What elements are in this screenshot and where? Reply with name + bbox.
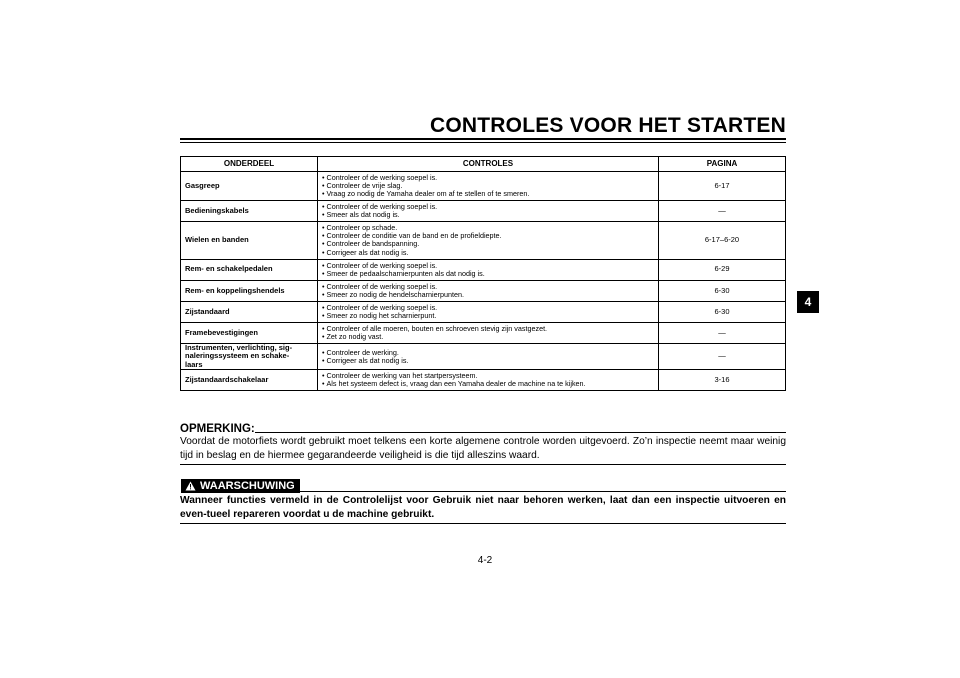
table-row	[181, 322, 786, 343]
check-item: • Zet zo nodig vast.	[322, 333, 654, 341]
check-item: • Controleer de werking van het startpersysteem.	[322, 372, 654, 380]
checks-cell	[318, 259, 659, 280]
checklist-table	[180, 156, 786, 391]
page-cell: 6-17	[659, 172, 786, 201]
page-cell: 6-29	[659, 259, 786, 280]
checks-cell	[318, 301, 659, 322]
table-row	[181, 370, 786, 391]
note-heading-rule	[255, 432, 786, 433]
check-item: • Corrigeer als dat nodig is.	[322, 249, 654, 257]
check-item: • Smeer de pedaalscharnierpunten als dat nodig is.	[322, 270, 654, 278]
page-cell: 6-30	[659, 280, 786, 301]
warning-text: Wanneer functies vermeld in de Controlelijst voor Gebruik niet naar behoren werken, laat dan een inspectie uitvoeren en even-tueel repareren voordat u de machine gebruikt.	[180, 495, 786, 520]
check-item: • Controleer de vrije slag.	[322, 182, 654, 190]
part-cell: Rem- en koppelingshendels	[181, 280, 318, 301]
table-row	[181, 222, 786, 259]
column-header-page: PAGINA	[659, 157, 786, 172]
check-item: • Controleer de werking.	[322, 349, 654, 357]
part-cell: Instrumenten, verlichting, sig- naleringssysteem en schake- laars	[181, 344, 318, 370]
table-row	[181, 201, 786, 222]
check-item: • Controleer de conditie van de band en de profieldiepte.	[322, 232, 654, 240]
note-bottom-rule	[180, 464, 786, 465]
column-header-checks: CONTROLES	[318, 157, 659, 172]
part-cell: Rem- en schakelpedalen	[181, 259, 318, 280]
note-text: Voordat de motorfiets wordt gebruikt moet telkens een korte algemene controle worden uitgevoerd. Zo’n inspectie neemt maar weinig tijd in beslag en de hiermee gegarandeerde veiligheid is die tijd alleszins waard.	[180, 436, 786, 461]
table-row	[181, 259, 786, 280]
table-row	[181, 172, 786, 201]
check-item: • Controleer of de werking soepel is.	[322, 283, 654, 291]
table-row	[181, 301, 786, 322]
check-item: • Controleer of de werking soepel is.	[322, 304, 654, 312]
note-heading: OPMERKING:	[180, 423, 255, 435]
check-item: • Controleer op schade.	[322, 224, 654, 232]
page-cell: —	[659, 344, 786, 370]
check-item: • Smeer zo nodig de hendelscharnierpunten.	[322, 291, 654, 299]
chapter-tab: 4	[797, 291, 819, 313]
checks-cell	[318, 280, 659, 301]
part-cell: Wielen en banden	[181, 222, 318, 259]
column-header-part: ONDERDEEL	[181, 157, 318, 172]
page-cell: 6-17–6-20	[659, 222, 786, 259]
page-number: 4-2	[477, 555, 493, 566]
check-item: • Controleer of de werking soepel is.	[322, 174, 654, 182]
warning-badge	[181, 479, 300, 493]
title-rule	[180, 138, 786, 140]
page-cell: —	[659, 201, 786, 222]
check-item: • Corrigeer als dat nodig is.	[322, 357, 654, 365]
checks-cell	[318, 172, 659, 201]
warning-heading-rule	[300, 491, 786, 492]
check-item: • Vraag zo nodig de Yamaha dealer om af te stellen of te smeren.	[322, 190, 654, 198]
checks-cell	[318, 222, 659, 259]
part-cell: Zijstandaardschakelaar	[181, 370, 318, 391]
table-row	[181, 280, 786, 301]
page-title: CONTROLES VOOR HET STARTEN	[430, 114, 786, 137]
page-cell: 6-30	[659, 301, 786, 322]
page-cell: 3-16	[659, 370, 786, 391]
part-cell: Framebevestigingen	[181, 322, 318, 343]
part-cell: Gasgreep	[181, 172, 318, 201]
checks-cell	[318, 201, 659, 222]
checks-cell	[318, 322, 659, 343]
part-cell: Bedieningskabels	[181, 201, 318, 222]
page-cell: —	[659, 322, 786, 343]
warning-label: WAARSCHUWING	[200, 480, 295, 492]
check-item: • Smeer als dat nodig is.	[322, 211, 654, 219]
checks-cell	[318, 344, 659, 370]
table-row	[181, 344, 786, 370]
check-item: • Controleer de bandspanning.	[322, 240, 654, 248]
check-item: • Smeer zo nodig het scharnierpunt.	[322, 312, 654, 320]
title-rule-thin	[180, 142, 786, 143]
check-item: • Controleer of de werking soepel is.	[322, 262, 654, 270]
check-item: • Als het systeem defect is, vraag dan een Yamaha dealer de machine na te kijken.	[322, 380, 654, 388]
check-item: • Controleer of alle moeren, bouten en schroeven stevig zijn vastgezet.	[322, 325, 654, 333]
part-cell: Zijstandaard	[181, 301, 318, 322]
table-header-row	[181, 157, 786, 172]
checks-cell	[318, 370, 659, 391]
warning-triangle-icon	[185, 481, 196, 491]
check-item: • Controleer of de werking soepel is.	[322, 203, 654, 211]
warning-bottom-rule	[180, 523, 786, 524]
